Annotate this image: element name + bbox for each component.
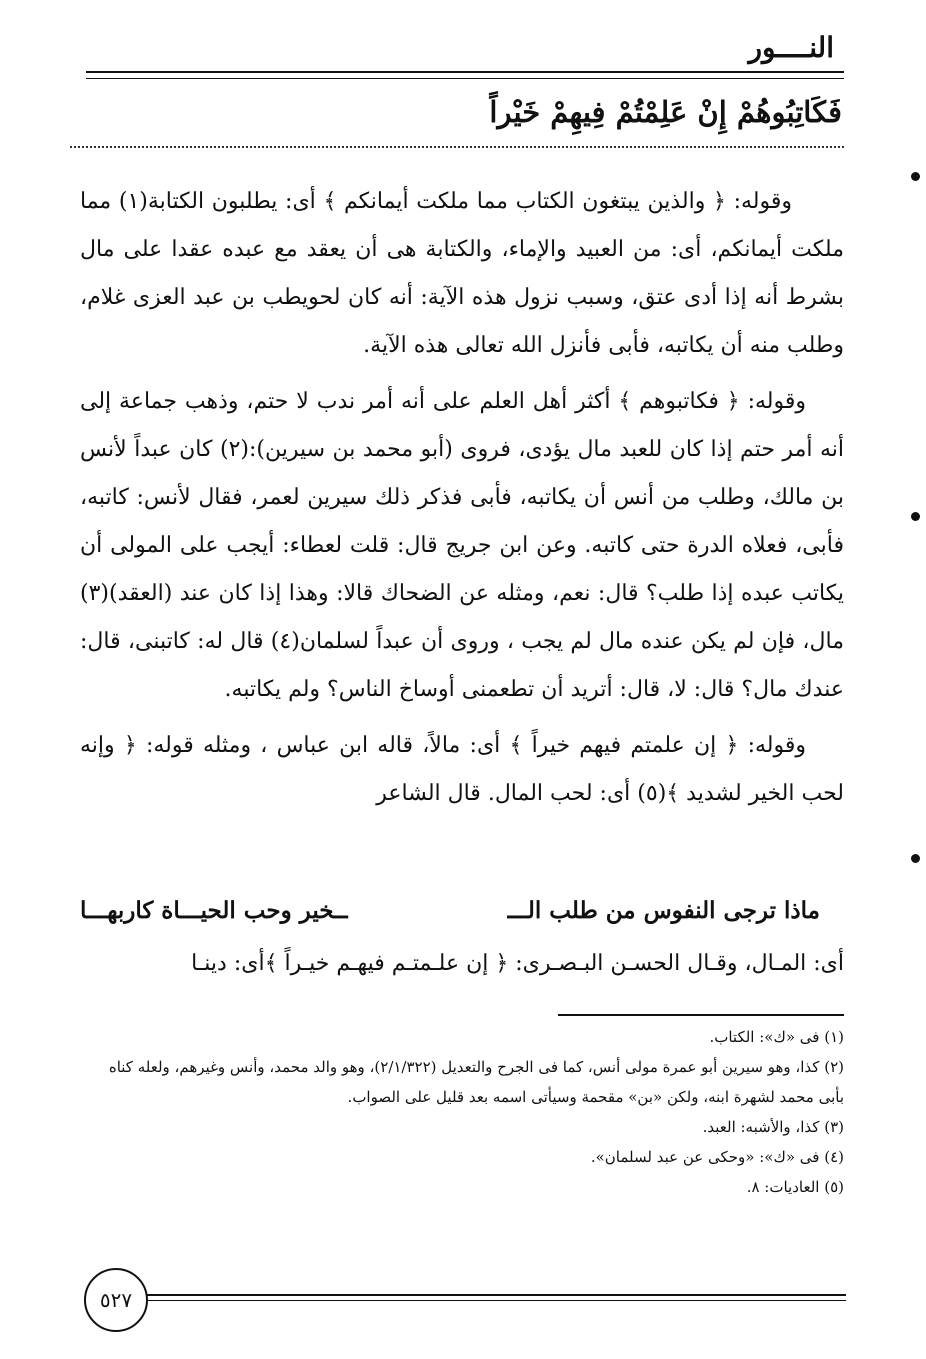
header-rule-thick <box>86 71 844 73</box>
page-number: ٥٢٧ <box>84 1268 148 1332</box>
margin-dot <box>911 854 920 863</box>
margin-dot <box>911 512 920 521</box>
footnote: (٥) العاديات: ٨. <box>746 1178 844 1196</box>
header-rule-thin <box>86 78 844 79</box>
margin-dot <box>911 172 920 181</box>
heading-dotted-rule <box>70 146 844 148</box>
footnote-separator <box>558 1014 844 1016</box>
paragraph: وقوله: ﴿ والذين يبتغون الكتاب مما ملكت أيمانكم ﴾ أى: يطلبون الكتابة(١) مما ملكت أيمانكم، أى: من العبيد والإماء، والكتابة هى أن يعقد مع عبده عقدا على مال بشرط أنه إذا أدى عتق، وسبب نزول هذه الآية: أنه كان لحويطب بن عبد العزى غلام، وطلب منه أن يكاتبه، فأبى فأنزل الله تعالى هذه الآية. <box>80 189 844 358</box>
footnote: (١) فى «ك»: الكتاب. <box>709 1028 844 1046</box>
footer-rule-thin <box>140 1300 846 1301</box>
running-head: النــــور <box>748 31 834 64</box>
paragraph: وقوله: ﴿ إن علمتم فيهم خيراً ﴾ أى: مالاً، قاله ابن عباس ، ومثله قوله: ﴿ وإنه لحب الخير لشديد ﴾(٥) أى: لحب المال. قال الشاعر <box>80 733 844 806</box>
footer-rule-thick <box>140 1294 846 1296</box>
paragraph: وقوله: ﴿ فكاتبوهم ﴾ أكثر أهل العلم على أنه أمر ندب لا حتم، وذهب جماعة إلى أنه أمر حتم إذا كان للعبد مال يؤدى، فروى (أبو محمد بن سيرين):(٢) كان عبداً لأنس بن مالك، وطلب من أنس أن يكاتبه، فأبى فذكر ذلك سيرين لعمر، فقال لأنس: كاتبه، فأبى، فعلاه الدرة حتى كاتبه. وعن ابن جريج قال: قلت لعطاء: أيجب على المولى أن يكاتب عبده إذا طلب؟ قال: نعم، ومثله عن الضحاك قالا: وهذا إذا كان عند (العقد)(٣) مال، فإن لم يكن عنده مال لم يجب ، وروى أن عبداً لسلمان(٤) قال له: كاتبنى، قال: عندك مال؟ قال: لا، قال: أتريد أن تطعمنى أوساخ الناس؟ ولم يكاتبه. <box>80 389 844 702</box>
verse-first-hemistich: ماذا ترجى النفوس من طلب الـــ <box>507 897 820 924</box>
section-heading: فَكَاتِبُوهُمْ إِنْ عَلِمْتُمْ فِيهِمْ خَيْراً <box>489 95 842 129</box>
continuation-line: أى: المـال، وقـال الحسـن البـصـرى: ﴿ إن علـمتـم فيهـم خيـراً ﴾أى: دينـا <box>191 951 844 976</box>
poetry-verse <box>80 888 820 934</box>
verse-second-hemistich: ــخير وحب الحيـــاة كاربهـــا <box>80 897 348 924</box>
footnote: (٣) كذا، والأشبه: العبد. <box>702 1118 844 1136</box>
footnote: (٤) فى «ك»: «وحكى عن عبد لسلمان». <box>590 1148 844 1166</box>
footnotes-list <box>80 1022 844 1202</box>
footnote: (٢) كذا، وهو سيرين أبو عمرة مولى أنس، كما فى الجرح والتعديل (٢/١/٣٢٢)، وهو والد محمد، وأنس وغيرهم، ولعله كناه بأبى محمد لشهرة ابنه، ولكن «بن» مقحمة وسيأتى اسمه بعد قليل على الصواب. <box>108 1058 844 1106</box>
main-text <box>80 178 844 826</box>
